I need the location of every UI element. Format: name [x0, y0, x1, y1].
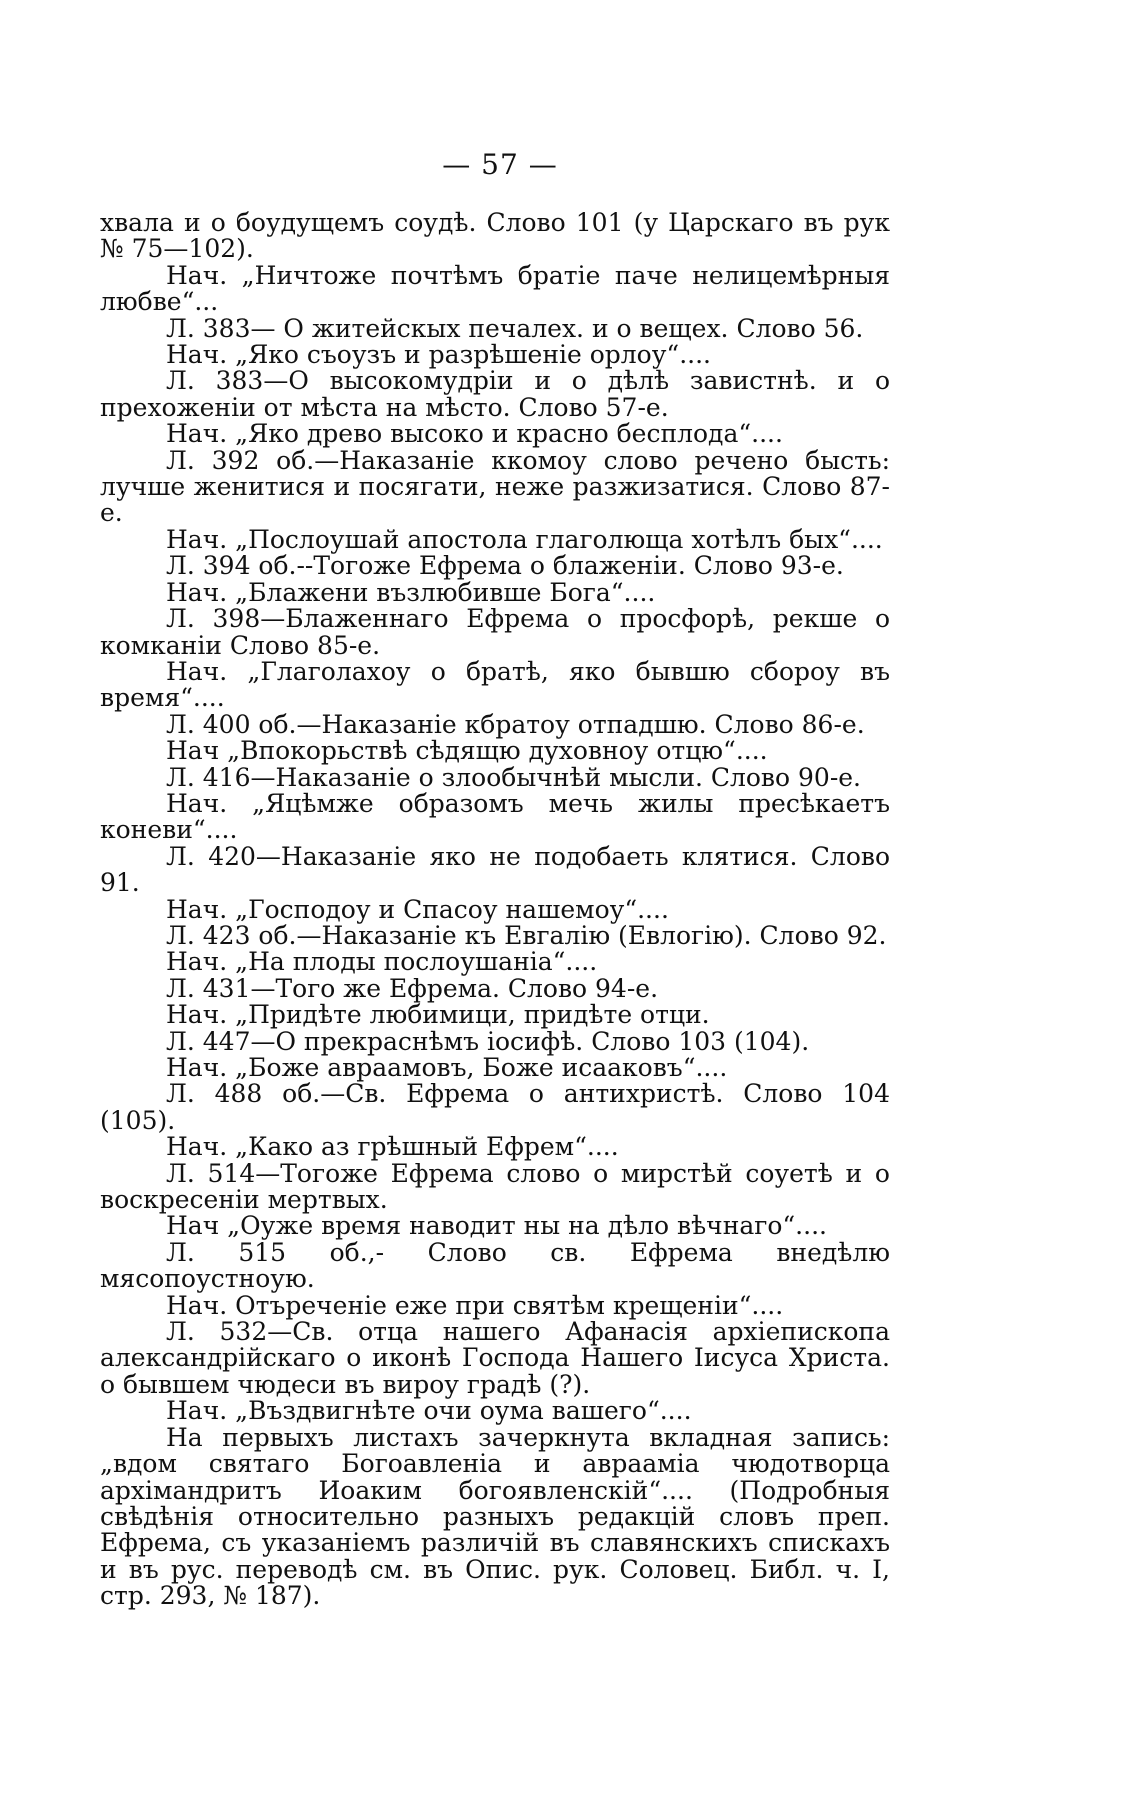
body-text	[100, 210, 890, 1610]
paragraph: Л. 392 об.—Наказаніе ккомоу слово речено бысть: лучше женитися и посягати, неже разжизатися. Слово 87-е.	[100, 445, 890, 528]
paragraph: Л. 515 об.,- Слово св. Ефрема внедѣлю мясопоустноую.	[100, 1237, 890, 1294]
paragraph: Нач. „Яко съоузъ и разрѣшеніе орлоу“....	[166, 340, 711, 370]
paragraph: Л. 488 об.—Св. Ефрема о антихристѣ. Слово 104 (105).	[100, 1079, 890, 1135]
paragraph: Л. 420—Наказаніе яко не подобаеть клятися. Слово 91.	[100, 841, 890, 898]
paragraph: Нач. „Како аз грѣшный Ефрем“....	[166, 1132, 619, 1162]
paragraph: Л. 398—Блаженнаго Ефрема о просфорѣ, рекше о комканіи Слово 85-е.	[100, 604, 890, 660]
paragraph: Нач. „На плоды послоушаніа“....	[166, 947, 598, 977]
paragraph: Л. 423 об.—Наказаніе къ Евгалію (Евлогію). Слово 92.	[166, 920, 887, 950]
paragraph: Л. 400 об.—Наказаніе кбратоу отпадшю. Слово 86-е.	[166, 709, 865, 739]
paragraph: Нач „Оуже время наводит ны на дѣло вѣчнаго“....	[166, 1211, 827, 1241]
paragraph: хвала и о боудущемъ соудѣ. Слово 101 (у Царскаго въ рук № 75—102).	[100, 208, 890, 264]
page-number: — 57 —	[442, 148, 558, 181]
paragraph: Нач. „Придѣте любимици, придѣте отци.	[166, 1000, 710, 1030]
paragraph: Нач. „Яко древо высоко и красно бесплода“....	[166, 419, 783, 449]
paragraph: Л. 514—Тогоже Ефрема слово о мирстѣй соуетѣ и о воскресеніи мертвых.	[100, 1158, 890, 1215]
paragraph: Нач. „Ничтоже почтѣмъ братіе паче нелицемѣрныя любве“...	[100, 260, 890, 317]
paragraph: Нач. „Послоушай апостола глаголюща хотѣлъ бых“....	[166, 524, 883, 554]
paragraph: Л. 383—О высокомудріи и о дѣлѣ завистнѣ. и о прехоженіи от мѣста на мѣсто. Слово 57-е.	[100, 366, 890, 422]
paragraph: Нач. „Глаголахоу о братѣ, яко бывшю сбороу въ время“....	[100, 656, 890, 713]
paragraph: Нач. Отъреченіе еже при святѣм крещеніи“....	[166, 1290, 784, 1320]
paragraph: Нач. „Боже авраамовъ, Боже исааковъ“....	[166, 1053, 728, 1082]
paragraph: Нач. „Блажени възлюбивше Бога“....	[166, 577, 656, 607]
paragraph: Нач „Впокорьствѣ сѣдящю духовноу отцю“....	[166, 736, 768, 766]
paragraph: Нач. „Яцѣмже образомъ мечь жилы пресѣкаетъ коневи“....	[100, 788, 890, 845]
paragraph: Л. 447—О прекраснѣмъ іосифѣ. Слово 103 (104).	[166, 1026, 810, 1056]
paragraph: Л. 383— О житейскых печалех. и о вещех. Слово 56.	[166, 313, 864, 343]
paragraph: На первыхъ листахъ зачеркнута вкладная запись: „вдом святаго Богоавленіа и аврааміа чюдотворца архімандритъ Иоаким богоявленскій“.... (Подробныя свѣдѣнія относительно разныхъ редакцій словъ преп. Ефрема, съ указаніемъ различій въ славянскихъ спискахъ и въ рус. переводѣ см. въ Опис. рук. Соловец. Библ. ч. I, стр. 293, № 187).	[100, 1422, 890, 1611]
paragraph: Нач. „Господоу и Спасоу нашемоу“....	[166, 894, 669, 924]
paragraph: Л. 394 об.--Тогоже Ефрема о блаженіи. Слово 93-е.	[166, 551, 844, 581]
paragraph: Л. 416—Наказаніе о злообычнѣй мысли. Слово 90-е.	[166, 762, 862, 792]
paragraph: Нач. „Въздвигнѣте очи оума вашего“....	[166, 1396, 692, 1426]
paragraph: Л. 532—Св. отца нашего Афанасія архіепископа александрійскаго о иконѣ Господа Нашего Іисуса Христа. о бывшем чюдеси въ вироу градѣ (?).	[100, 1317, 890, 1399]
paragraph: Л. 431—Того же Ефрема. Слово 94-е.	[166, 973, 659, 1003]
